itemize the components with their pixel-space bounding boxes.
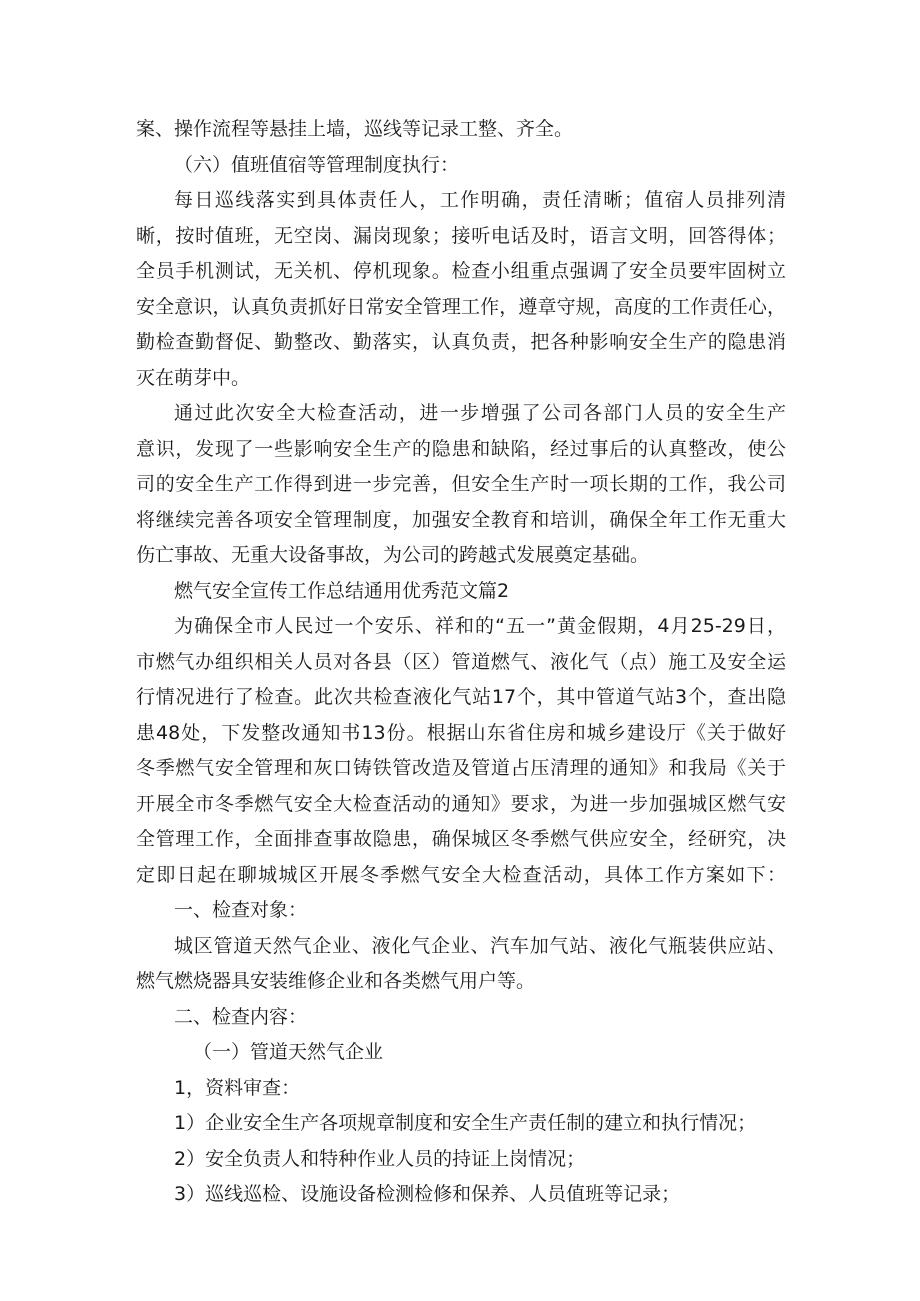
text-line: 燃气燃烧器具安装维修企业和各类燃气用户等。 bbox=[136, 970, 536, 992]
text-line: 灭在萌芽中。 bbox=[136, 366, 251, 389]
section-heading: 二、检查内容： bbox=[174, 1005, 308, 1028]
text-line: 勤检查勤督促、勤整改、勤落实，认真负责，把各种影响安全生产的隐患消 bbox=[136, 331, 786, 353]
text-line: 将继续完善各项安全管理制度，加强安全教育和培训，确保全年工作无重大 bbox=[136, 508, 786, 531]
text-line: 冬季燃气安全管理和灰口铸铁管改造及管道占压清理的通知》和我局《关于 bbox=[136, 757, 786, 779]
text-line: 患48处，下发整改通知书13份。根据山东省住房和城乡建设厅《关于做好 bbox=[136, 721, 786, 744]
text-line: 全管理工作，全面排查事故隐患，确保城区冬季燃气供应安全，经研究，决 bbox=[136, 828, 786, 850]
list-item: 3）巡线巡检、设施设备检测检修和保养、人员值班等记录； bbox=[174, 1183, 681, 1205]
text-line: 司的安全生产工作得到进一步完善，但安全生产时一项长期的工作，我公司 bbox=[136, 473, 786, 495]
text-line: 伤亡事故、无重大设备事故，为公司的跨越式发展奠定基础。 bbox=[136, 544, 650, 566]
section-heading: 一、检查对象： bbox=[174, 899, 308, 921]
subsection-heading: （一）管道天然气企业 bbox=[193, 1041, 384, 1063]
list-item: 2）安全负责人和特种作业人员的持证上岗情况； bbox=[174, 1147, 586, 1170]
text-line: 定即日起在聊城城区开展冬季燃气安全大检查活动，具体工作方案如下： bbox=[136, 863, 786, 886]
text-line: 意识，发现了一些影响安全生产的隐患和缺陷，经过事后的认真整改，使公 bbox=[136, 437, 786, 460]
article-title: 燃气安全宣传工作总结通用优秀范文篇2 bbox=[174, 579, 510, 602]
text-line: 为确保全市人民过一个安乐、祥和的“五一”黄金假期，4月25-29日， bbox=[174, 615, 786, 637]
text-line: 通过此次安全大检查活动，进一步增强了公司各部门人员的安全生产 bbox=[174, 402, 786, 424]
text-line: 市燃气办组织相关人员对各县（区）管道燃气、液化气（点）施工及安全运 bbox=[136, 650, 786, 673]
document-body bbox=[136, 112, 786, 1213]
list-heading: 1，资料审查： bbox=[174, 1076, 301, 1099]
text-line: 安全意识，认真负责抓好日常安全管理工作，遵章守规，高度的工作责任心， bbox=[136, 295, 786, 318]
text-line: 案、操作流程等悬挂上墙，巡线等记录工整、齐全。 bbox=[136, 118, 574, 140]
text-line: 每日巡线落实到具体责任人，工作明确，责任清晰；值宿人员排列清 bbox=[174, 189, 786, 211]
text-line: 全员手机测试，无关机、停机现象。检查小组重点强调了安全员要牢固树立 bbox=[136, 260, 786, 282]
text-line: 行情况进行了检查。此次共检查液化气站17个，其中管道气站3个，查出隐 bbox=[136, 686, 786, 708]
text-line: 城区管道天然气企业、液化气企业、汽车加气站、液化气瓶装供应站、 bbox=[174, 934, 786, 957]
text-line: 开展全市冬季燃气安全大检查活动的通知》要求，为进一步加强城区燃气安 bbox=[136, 792, 786, 815]
section-heading: （六）值班值宿等管理制度执行： bbox=[174, 153, 460, 176]
list-item: 1）企业安全生产各项规章制度和安全生产责任制的建立和执行情况； bbox=[174, 1112, 757, 1134]
text-line: 晰，按时值班，无空岗、漏岗现象；接听电话及时，语言文明，回答得体； bbox=[136, 224, 786, 247]
